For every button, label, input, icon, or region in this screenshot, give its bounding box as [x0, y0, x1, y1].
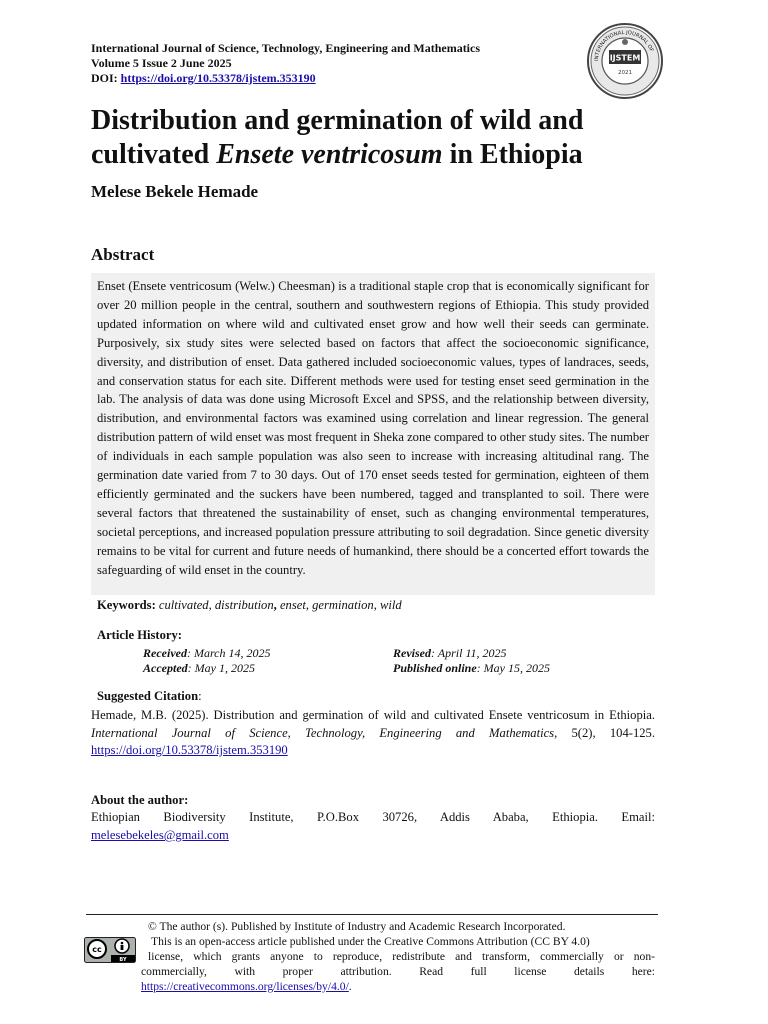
keyword-separator-1: ,	[273, 598, 280, 612]
footer-license-line2: license, which grants anyone to reproduce, redistribute and transform, commercially or non-	[148, 950, 655, 963]
journal-name: International Journal of Science, Technology, Engineering and Mathematics	[91, 41, 481, 55]
logo-year: 2021	[618, 70, 632, 76]
accepted-label: Accepted	[143, 661, 188, 675]
journal-logo-icon	[586, 22, 664, 100]
footer-license-url-line	[141, 979, 352, 995]
abstract-body: Enset (Ensete ventricosum (Welw.) Cheesman) is a traditional staple crop that is economically significant for over 20 million people in the central, southern and southwestern regions of Ethiopia. This study provided updated information on where wild and cultivated enset grow and how well their seeds can germinate. Purposively, six study sites were selected based on factors that affect the socioeconomic significance, diversity, and distribution of enset. Data gathered included socioeconomic values, types of landraces, seeds, and conservation status for each site. Different methods were used for testing enset seed germination in the lab. The analysis of data was done using Microsoft Excel and SPSS, and the relationship between diversity, distribution, and environmental factors was examined using correlation and linear regression. The general distribution pattern of wild enset was most frequent in Sheka zone compared to other study sites. The number of individuals in each sample population was also seen to increase with increasing altitudinal rang. The germination date varied from 7 to 30 days. Out of 170 enset seeds tested for germination, eighteen of them efficiently germinated and the suckers have been numbered, tagged and transplanted to soil. There were several factors that threatened the sustainability of enset, such as changing environmental temperatures, societal perceptions, and increased population pressure attributing to soil degradation. Since genetic diversity remains to be vital for current and future needs of humankind, there should be a concerted effort towards the safeguarding of wild enset in the country.	[91, 273, 655, 595]
accepted-value: : May 1, 2025	[187, 661, 255, 675]
citation-heading	[97, 689, 202, 704]
citation-doi-link[interactable]: https://doi.org/10.53378/ijstem.353190	[91, 743, 288, 757]
citation-heading-colon: :	[198, 689, 202, 703]
doi-label: DOI:	[91, 71, 121, 85]
history-accepted	[143, 660, 255, 676]
keyword-group-1: cultivated, distribution	[158, 598, 274, 612]
journal-doi	[91, 71, 551, 86]
footer-license-line3: commercially, with proper attribution. Read full license details here:	[141, 965, 655, 978]
logo-ring-text: INTERNATIONAL JOURNAL OF	[593, 29, 655, 62]
cc-badge-cc-text: cc	[92, 945, 102, 954]
received-value: : March 14, 2025	[186, 646, 271, 660]
footer-copyright: © The author (s). Published by Institute of Industry and Academic Research Incorporated.	[148, 920, 566, 933]
citation-after: , 5(2), 104-125.	[554, 725, 656, 740]
abstract-heading: Abstract	[91, 245, 155, 264]
about-author-text: Ethiopian Biodiversity Institute, P.O.Box 30726, Addis Ababa, Ethiopia. Email:	[91, 810, 655, 824]
journal-header	[91, 41, 551, 86]
author-name: Melese Bekele Hemade	[91, 182, 259, 201]
about-author-email-line	[91, 826, 229, 844]
about-author-heading: About the author:	[91, 793, 189, 807]
keyword-separator-2: ,	[373, 598, 380, 612]
logo-center-text: IJSTEM	[609, 53, 641, 63]
keywords	[97, 596, 402, 614]
citation-plain: Hemade, M.B. (2025). Distribution and germination of wild and cultivated Ensete ventricosum in Ethiopia.	[91, 708, 655, 722]
citation-text	[91, 707, 655, 760]
history-published	[393, 660, 550, 676]
received-label: Received	[143, 646, 187, 660]
keyword-group-2: enset, germination	[279, 598, 374, 612]
title-part1: Distribution and germination of wild and cultivated	[91, 105, 584, 170]
paper-title	[91, 104, 691, 172]
history-revised	[393, 645, 507, 661]
keywords-label: Keywords:	[97, 598, 156, 612]
citation-journal: International Journal of Science, Technology, Engineering and Mathematics	[91, 725, 555, 740]
citation-heading-label: Suggested Citation	[97, 689, 199, 703]
published-label: Published online	[393, 661, 477, 675]
cc-by-license-icon	[84, 937, 136, 963]
published-value: : May 15, 2025	[476, 661, 551, 675]
keyword-group-3: wild	[380, 598, 402, 612]
title-species: Ensete ventricosum	[216, 139, 443, 170]
license-url-link[interactable]: https://creativecommons.org/licenses/by/4.0/	[141, 980, 349, 993]
title-part2: in Ethiopia	[442, 139, 583, 170]
doi-link[interactable]: https://doi.org/10.53378/ijstem.353190	[120, 71, 316, 85]
footer-license-line1: This is an open-access article published under the Creative Commons Attribution (CC BY 4.0)	[151, 935, 590, 948]
journal-volume: Volume 5 Issue 2 June 2025	[91, 56, 232, 70]
article-history-heading: Article History:	[97, 628, 182, 642]
license-url-suffix: .	[348, 980, 352, 993]
footer-divider	[86, 914, 658, 915]
history-received	[143, 645, 271, 661]
cc-badge-by-text: BY	[119, 957, 127, 963]
revised-value: : April 11, 2025	[431, 646, 507, 660]
revised-label: Revised	[393, 646, 431, 660]
author-email-link[interactable]: melesebekeles@gmail.com	[91, 828, 229, 842]
